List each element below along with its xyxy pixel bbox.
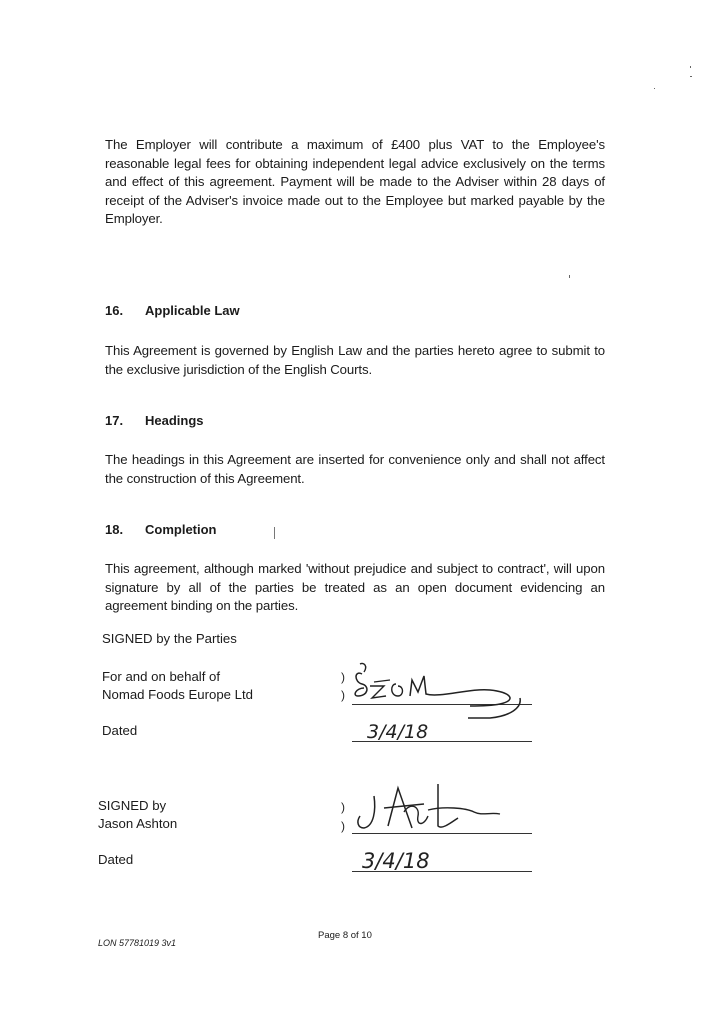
signature-bracket: ) bbox=[341, 819, 345, 833]
section-17-body: The headings in this Agreement are inserted for convenience only and shall not affect the construction of this Agreement. bbox=[105, 452, 605, 486]
employer-line-2: Nomad Foods Europe Ltd bbox=[102, 687, 254, 702]
legal-fees-paragraph: The Employer will contribute a maximum of £400 plus VAT to the Employee's reasonable legal fees for obtaining independent legal advice exclusively on the terms and effect of this agreement. Payment will be made to the Adviser within 28 days of receipt of the Adviser's invoice made out to the Employee but marked payable by the Employer. bbox=[105, 137, 605, 227]
employee-line-1: SIGNED by bbox=[98, 798, 167, 813]
employee-handwritten-date bbox=[362, 846, 452, 878]
section-18-heading bbox=[105, 522, 217, 537]
section-number: 18. bbox=[105, 522, 124, 537]
section-number: 16. bbox=[105, 303, 124, 318]
scan-mark bbox=[274, 527, 275, 539]
employer-handwritten-date bbox=[365, 718, 445, 748]
signature-bracket: ) bbox=[341, 800, 345, 814]
section-title: Applicable Law bbox=[145, 303, 240, 318]
section-title: Headings bbox=[145, 413, 204, 428]
employer-line-1: For and on behalf of bbox=[102, 669, 221, 684]
section-title: Completion bbox=[145, 522, 217, 537]
section-16-body: This Agreement is governed by English Law and the parties hereto agree to submit to the exclusive jurisdiction of the English Courts. bbox=[105, 343, 605, 377]
document-reference: LON 57781019 3v1 bbox=[98, 938, 177, 948]
section-16-heading bbox=[105, 303, 240, 318]
signed-by-parties: SIGNED by the Parties bbox=[102, 631, 237, 646]
employer-dated-label: Dated bbox=[102, 723, 138, 738]
employer-signature bbox=[350, 660, 530, 720]
scan-speck bbox=[690, 76, 692, 77]
employee-dated-label: Dated bbox=[98, 852, 134, 867]
employee-date-text: 3/4/18 bbox=[362, 849, 430, 873]
section-17-heading bbox=[105, 413, 204, 428]
section-18-body: This agreement, although marked 'without prejudice and subject to contract', will upon signature by all of the parties be treated as an open document evidencing an agreement binding on the parties. bbox=[105, 561, 605, 614]
scan-speck bbox=[569, 275, 570, 278]
employer-date-text: 3/4/18 bbox=[367, 721, 429, 743]
employee-signature bbox=[354, 782, 534, 837]
scan-speck bbox=[654, 88, 655, 89]
employee-line-2: Jason Ashton bbox=[98, 816, 178, 831]
scan-speck bbox=[690, 66, 691, 68]
section-number: 17. bbox=[105, 413, 124, 428]
signature-bracket: ) bbox=[341, 670, 345, 684]
signature-bracket: ) bbox=[341, 688, 345, 702]
page-number: Page 8 of 10 bbox=[318, 930, 372, 941]
